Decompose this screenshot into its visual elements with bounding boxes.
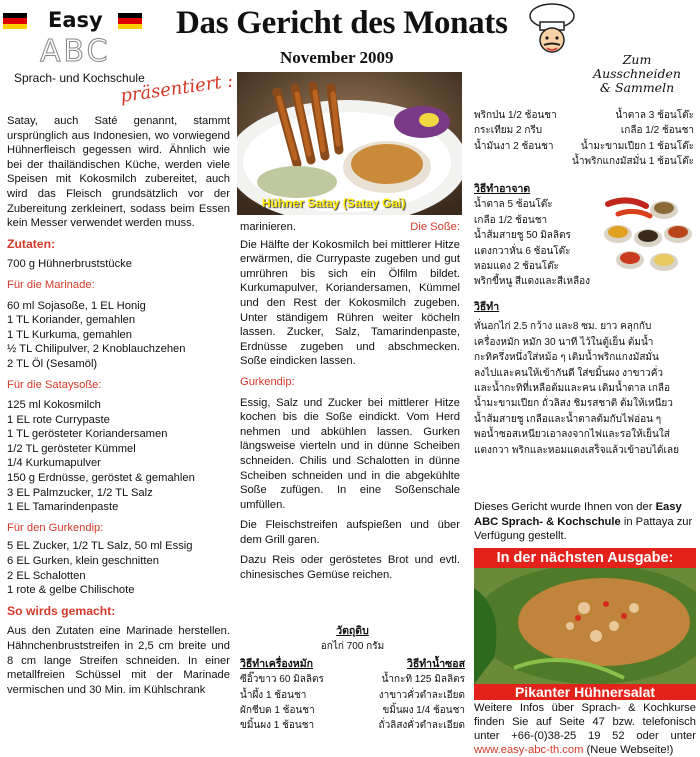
list-item: ถั่วลิสงคั่วตำละเอียด bbox=[378, 720, 465, 732]
gurkendip-heading: Gurkendip: bbox=[240, 375, 295, 388]
list-item: น้ำตาล 5 ช้อนโต๊ะ bbox=[474, 199, 553, 211]
dazu-text: Dazu Reis oder geröstetes Brot und evtl. chinesisches Gemüse reichen. bbox=[240, 554, 460, 582]
logo-easy: Easy bbox=[48, 8, 103, 32]
gurken-list bbox=[7, 539, 230, 597]
list-item: น้ำผึ้ง 1 ช้อนชา bbox=[240, 689, 307, 701]
list-item: น้ำมันงา 2 ช้อนชา bbox=[474, 140, 554, 152]
list-item: 2 TL Öl (Sesamöl) bbox=[7, 357, 98, 370]
list-item: น้ำกะทิ 125 มิลลิตร bbox=[381, 674, 465, 686]
list-item: เกลือ 1/2 ช้อนชา bbox=[474, 214, 548, 226]
list-item: 5 EL Zucker, 1/2 TL Salz, 50 ml Essig bbox=[7, 540, 193, 553]
praesentiert-label: präsentiert : bbox=[119, 70, 235, 107]
list-item: เกลือ 1/2 ช้อนชา bbox=[620, 125, 694, 137]
intro-text: Satay, auch Saté genannt, stammt ursprünglich aus Indonesien, wo vorwiegend Hühnerfleisch gegessen wird. Ähnlich wie bei der thailändischen Küche, werden viele Speisen mit Kokosmilch zubereitet, auch wird das Fleisch grundsätzlich vor der Zubereitung zerkleinert, sodass beim Essen kein Messer verwendet werden muss. bbox=[7, 115, 230, 230]
month-label: November 2009 bbox=[280, 48, 394, 67]
list-item: 1 TL Kurkuma, gemahlen bbox=[7, 328, 132, 341]
thai-left-block bbox=[240, 657, 324, 734]
method-heading: วิธีทำ bbox=[474, 301, 500, 313]
thai-top-block bbox=[474, 108, 694, 170]
credit-a: Dieses Gericht wurde Ihnen von der bbox=[474, 501, 656, 513]
list-item: น้ำมะขามเปียก 1 ช้อนโต๊ะ bbox=[580, 140, 694, 152]
sosse-text: Die Hälfte der Kokosmilch bei mittlerer Hitze erwärmen, die Currypaste zugeben und gut umrühren bis sich ein Ölfilm bildet. Kurkumapulver, Koriandersamen, Kümmel und den Rest der Kokosmilch zugeben. Unter ständigem Rühren weiter köcheln lassen. Zucker, Salz, Tamarindenpaste, Erdnüsse zugeben und abschmecken. Soße eindicken lassen. bbox=[240, 238, 460, 368]
list-item: 60 ml Sojasoße, 1 EL Honig bbox=[7, 299, 146, 312]
chef-icon bbox=[516, 2, 588, 54]
list-item: น้ำมะขามเปียก ถั่วลิสง ชิมรสชาติ ต้มให้เหนียว bbox=[474, 398, 673, 410]
list-item: 3 EL Palmzucker, 1/2 TL Salz bbox=[7, 486, 153, 499]
sowirds-text: Aus den Zutaten eine Marinade herstellen. Hähnchenbruststreifen in 2,5 cm breite und 8 cm lange Streifen schneiden. In einer metallfreien Schüssel mit der Marinade vermischen und 30 Min. im Kühlschrank bbox=[7, 625, 230, 696]
list-item: พอน้ำซอสเหนียวเอาลงจากไฟและรอให้เย็นใส่ bbox=[474, 429, 670, 441]
zutaten-heading: Zutaten: bbox=[7, 236, 56, 251]
list-item: ลงไปและคนให้เข้ากันดี ใส่ขมิ้นผง งาขาวคั่ว bbox=[474, 367, 664, 379]
thai-heading: วัตถุดิบ bbox=[336, 625, 369, 637]
list-item: งาขาวคั่วตำละเอียด bbox=[378, 689, 465, 701]
photo-caption: Hühner Satay (Satay Gai) bbox=[262, 196, 406, 210]
sosse-heading: Die Soße: bbox=[410, 221, 460, 233]
list-item: ผักชีบด 1 ช้อนชา bbox=[240, 705, 315, 717]
list-item: ซีอิ๊วขาว 60 มิลลิตร bbox=[240, 674, 324, 686]
list-item: หอมแดง 2 ช้อนโต๊ะ bbox=[474, 261, 559, 273]
list-item: 150 g Erdnüsse, geröstet & gemahlen bbox=[7, 472, 195, 485]
thai-method-block bbox=[474, 300, 696, 458]
satay-heading: Für die Sataysoße: bbox=[7, 378, 102, 391]
credit-text bbox=[474, 500, 696, 544]
next-issue-banner: In der nächsten Ausgabe: bbox=[474, 548, 696, 568]
list-item: และน้ำกะทิที่เหลือต้มและคน เติมน้ำตาล เกลือ bbox=[474, 383, 671, 395]
list-item: 125 ml Kokosmilch bbox=[7, 399, 101, 412]
page-title: Das Gericht des Monats bbox=[176, 5, 508, 41]
list-item: ½ TL Chilipulver, 2 Knoblauchzehen bbox=[7, 343, 186, 356]
thai-right-heading: วิธีทำน้ำซอส bbox=[406, 657, 465, 670]
clip-line-1: Zum Ausschneiden bbox=[593, 52, 681, 81]
list-item: กะทิครึ่งหนึ่งใส่หม้อ ๆ เติมน้ำพริกแกงมัสมั่น bbox=[474, 352, 659, 364]
credit-bold: Easy ABC Sprach- & Kochschule bbox=[474, 501, 682, 528]
list-item: พริกขี้หนู สีแดงและสีเหลือง bbox=[474, 276, 591, 288]
german-flag-right-icon bbox=[118, 13, 142, 29]
thai-subheading: อกไก่ 700 กรัม bbox=[320, 641, 385, 653]
info-body: Weitere Infos über Sprach- & Kochkurse finden Sie auf Seite 47 bzw. telefonisch unter +66-(0)38-25 19 52 oder unter bbox=[474, 702, 696, 742]
clip-note bbox=[578, 53, 696, 95]
fleisch-text: Die Fleischstreifen aufspießen und über dem Grill garen. bbox=[240, 519, 460, 546]
list-item: ขมิ้นผง 1/4 ช้อนชา bbox=[382, 705, 465, 717]
list-item: 1 EL Tamarindenpaste bbox=[7, 501, 119, 514]
website-note: (Neue Webseite!) bbox=[583, 744, 674, 756]
list-item: 1/2 TL gerösteter Kümmel bbox=[7, 442, 136, 455]
thai-right-block bbox=[379, 657, 465, 734]
ajad-heading: วิธีทำอาจาด bbox=[474, 183, 531, 195]
gurken-heading: Für den Gurkendip: bbox=[7, 521, 104, 534]
thai-ingredients bbox=[240, 624, 465, 734]
info-text bbox=[474, 701, 696, 757]
list-item: กระเทียม 2 กรีบ bbox=[474, 125, 543, 137]
next-dish-banner: Pikanter Hühnersalat bbox=[474, 684, 696, 700]
column-1 bbox=[7, 114, 230, 703]
clip-line-2: & Sammeln bbox=[599, 80, 675, 95]
gurkendip-text: Essig, Salz und Zucker bei mittlerer Hitze kochen bis die Soße eindickt. Vom Herd nehmen und abkühlen lassen. Gurken längsweise vierteln und in dünne Scheiben schneiden. Chilis und Schalotten in dünne Scheiben schneiden und in die abgekühlte Soße zufügen. In eine Soßenschale umfüllen. bbox=[240, 396, 460, 511]
list-item: น้ำส้มสายชู 50 มิลลิตร bbox=[474, 230, 571, 242]
german-flag-left-icon bbox=[3, 13, 27, 29]
marinade-list bbox=[7, 299, 230, 372]
salad-photo bbox=[474, 568, 696, 684]
spices-icon bbox=[598, 192, 694, 276]
satay-photo bbox=[237, 72, 462, 215]
credit-b: in Pattaya zur Verfügung gestellt. bbox=[474, 515, 693, 543]
list-item: หั่นอกไก่ 2.5 กว้าง และ8 ซม. ยาว คลุกกับ bbox=[474, 321, 652, 333]
list-item: 1 rote & gelbe Chilischote bbox=[7, 584, 135, 597]
satay-list bbox=[7, 398, 230, 515]
zutaten-line: 700 g Hühnerbruststücke bbox=[7, 258, 133, 271]
school-name: Sprach- und Kochschule bbox=[14, 71, 145, 85]
list-item: แตงกวาหั่น 6 ช้อนโต๊ะ bbox=[474, 245, 571, 257]
logo-abc: ABC bbox=[40, 34, 111, 69]
list-item: 1 TL Koriander, gemahlen bbox=[7, 314, 136, 327]
thai-left-heading: วิธีทำเครื่องหมัก bbox=[240, 657, 314, 670]
column-2 bbox=[240, 220, 460, 589]
website-link[interactable]: www.easy-abc-th.com bbox=[474, 744, 584, 756]
list-item: 2 EL Schalotten bbox=[7, 569, 86, 582]
satay-illustration-icon bbox=[237, 72, 462, 215]
list-item: เครื่องหมัก หมัก 30 นาที ไว้ในตู้เย็น ต้มน้ำ bbox=[474, 336, 654, 348]
marinieren-text: marinieren. bbox=[240, 221, 296, 233]
list-item: 1 EL rote Currypaste bbox=[7, 413, 110, 426]
list-item: พริกป่น 1/2 ช้อนชา bbox=[474, 110, 557, 121]
salad-illustration-icon bbox=[474, 568, 696, 684]
list-item: ขมิ้นผง 1 ช้อนชา bbox=[240, 720, 315, 732]
list-item: น้ำส้มสายชู เกลือและน้ำตาลต้มกับไฟอ่อน ๆ bbox=[474, 413, 662, 425]
list-item: น้ำตาล 3 ช้อนโต๊ะ bbox=[615, 110, 694, 121]
list-item: 6 EL Gurken, klein geschnitten bbox=[7, 555, 159, 568]
list-item: 1 TL gerösteter Koriandersamen bbox=[7, 428, 168, 441]
list-item: น้ำพริกแกงมัสมั่น 1 ช้อนโต๊ะ bbox=[572, 156, 694, 168]
sowirds-heading: So wirds gemacht: bbox=[7, 603, 116, 618]
list-item: แตงกวา พริกและหอมแดงเสร็จแล้วเข้าอบได้เลย bbox=[474, 444, 679, 456]
marinade-heading: Für die Marinade: bbox=[7, 278, 95, 291]
list-item: 1/4 Kurkumapulver bbox=[7, 457, 101, 470]
thai-ajad-block bbox=[474, 182, 604, 290]
